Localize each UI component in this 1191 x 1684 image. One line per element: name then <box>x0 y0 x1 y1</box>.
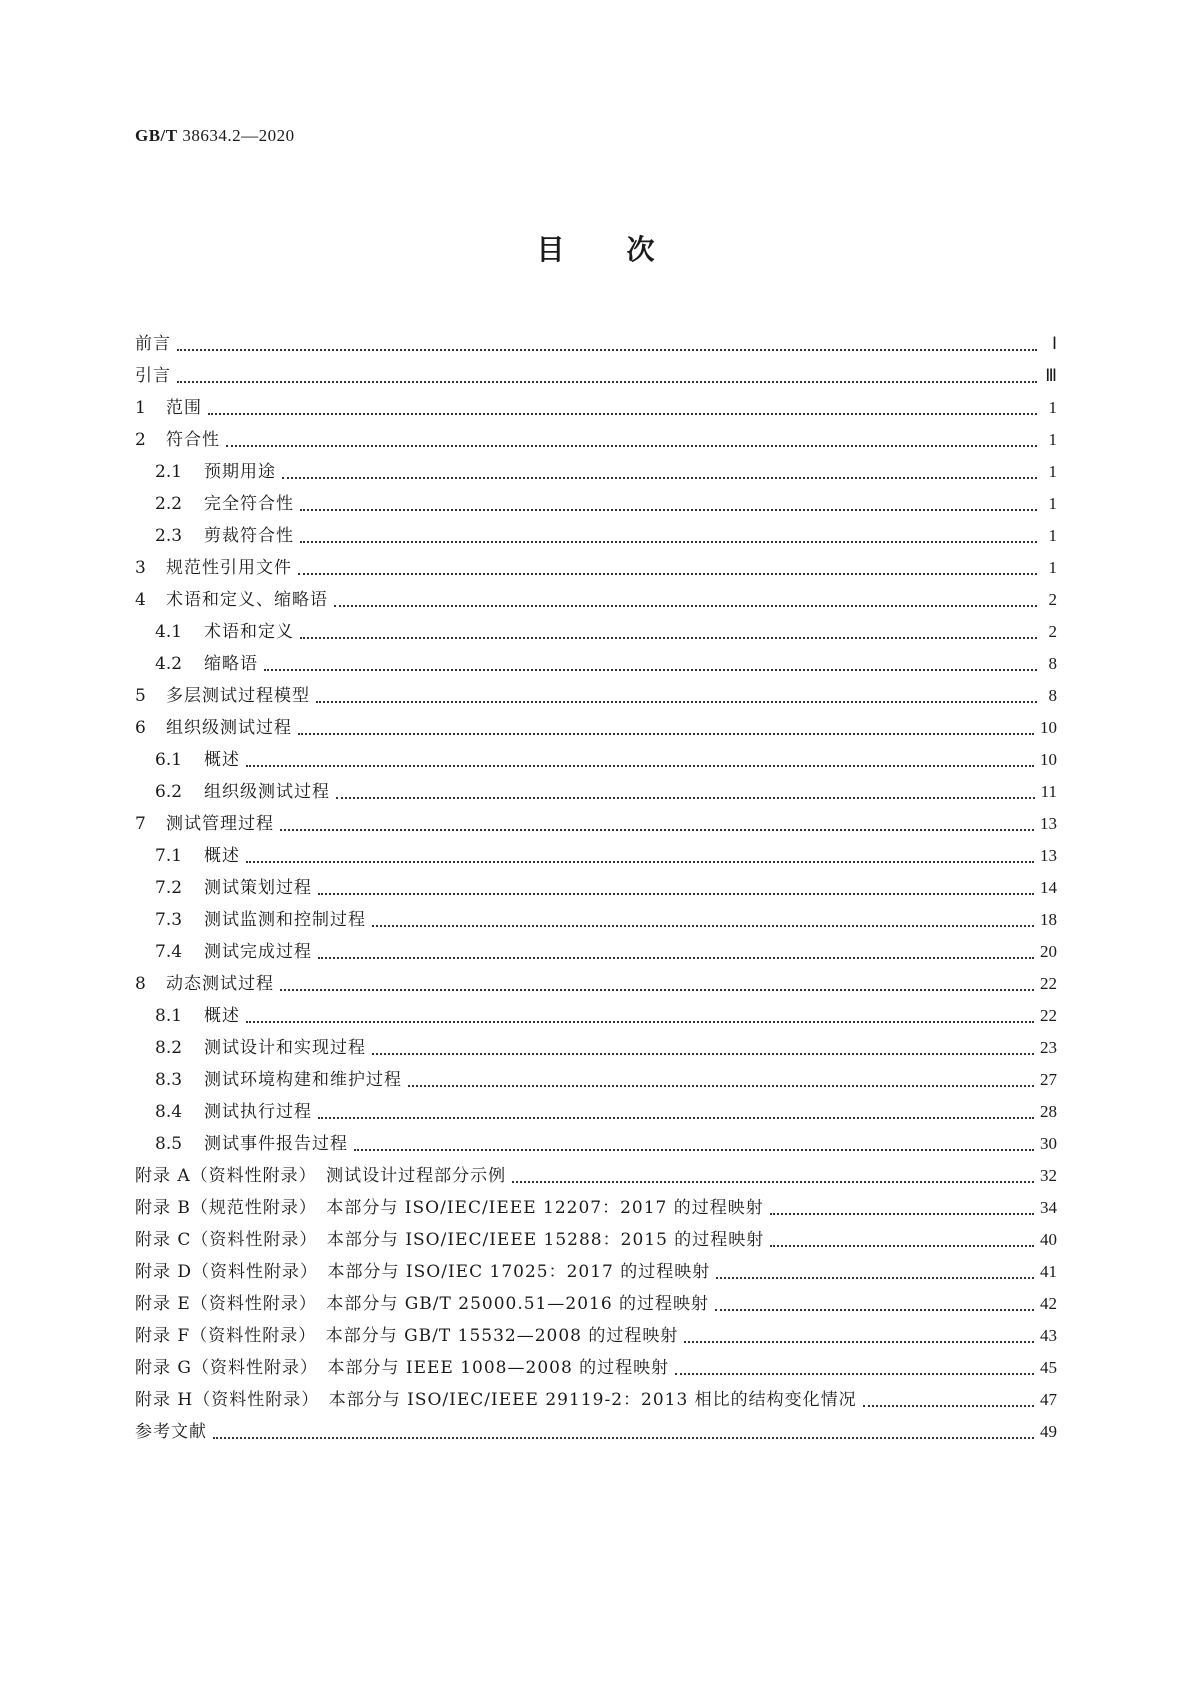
toc-dot-leader <box>770 1201 1034 1215</box>
toc-dot-leader <box>300 497 1037 511</box>
toc-dot-leader <box>177 337 1037 351</box>
toc-entry[interactable] <box>135 328 1057 360</box>
toc-entry[interactable] <box>135 1256 1057 1288</box>
toc-dot-leader <box>675 1361 1034 1375</box>
toc-entry-number: 2.3 <box>155 526 183 546</box>
toc-entry-page: 1 <box>1048 430 1057 449</box>
toc-entry-page: 45 <box>1040 1358 1057 1377</box>
toc-entry-page: 14 <box>1040 878 1057 897</box>
toc-entry[interactable] <box>135 1160 1057 1192</box>
toc-dot-leader <box>716 1265 1034 1279</box>
toc-entry-number: 2.1 <box>155 462 183 482</box>
toc-entry-page: Ⅰ <box>1051 334 1057 353</box>
toc-entry-label: 附录 D（资料性附录） 本部分与 ISO/IEC 17025：2017 的过程映射 <box>135 1262 711 1282</box>
toc-entry-label: 引言 <box>135 366 171 386</box>
toc-entry[interactable] <box>135 456 1057 488</box>
toc-dot-leader <box>318 881 1034 895</box>
toc-dot-leader <box>372 913 1034 927</box>
toc-entry-page: 2 <box>1048 622 1057 641</box>
toc-entry-number: 6.2 <box>155 782 183 802</box>
toc-entry-label: 预期用途 <box>204 462 276 482</box>
toc-entry[interactable] <box>135 1000 1057 1032</box>
toc-entry-page: 32 <box>1040 1166 1057 1185</box>
toc-entry[interactable] <box>135 648 1057 680</box>
toc-entry-number: 8.2 <box>155 1038 183 1058</box>
toc-entry[interactable] <box>135 808 1057 840</box>
toc-entry[interactable] <box>135 712 1057 744</box>
toc-entry-number: 4.2 <box>155 654 183 674</box>
toc-entry[interactable] <box>135 584 1057 616</box>
toc-entry-number: 1 <box>135 398 146 418</box>
toc-entry-label: 附录 E（资料性附录） 本部分与 GB/T 25000.51—2016 的过程映射 <box>135 1294 710 1314</box>
toc-entry-label: 规范性引用文件 <box>166 558 292 578</box>
toc-entry-number: 7 <box>135 814 146 834</box>
toc-entry-label: 测试设计和实现过程 <box>204 1038 366 1058</box>
toc-entry-number: 7.4 <box>155 942 183 962</box>
toc-entry-page: 1 <box>1048 526 1057 545</box>
toc-entry-number: 7.3 <box>155 910 183 930</box>
toc-entry-label: 附录 C（资料性附录） 本部分与 ISO/IEC/IEEE 15288：2015 的过程映射 <box>135 1230 765 1250</box>
toc-entry[interactable] <box>135 840 1057 872</box>
toc-entry-label: 测试环境构建和维护过程 <box>204 1070 402 1090</box>
toc-entry[interactable] <box>135 1384 1057 1416</box>
toc-entry[interactable] <box>135 776 1057 808</box>
toc-entry[interactable] <box>135 872 1057 904</box>
toc-entry-page: 42 <box>1040 1294 1057 1313</box>
toc-entry-number: 5 <box>135 686 146 706</box>
toc-entry[interactable] <box>135 1192 1057 1224</box>
toc-dot-leader <box>264 657 1037 671</box>
toc-entry-label: 概述 <box>204 750 240 770</box>
toc-entry-page: 43 <box>1040 1326 1057 1345</box>
toc-entry[interactable] <box>135 680 1057 712</box>
toc-entry[interactable] <box>135 1352 1057 1384</box>
toc-entry-label: 符合性 <box>166 430 220 450</box>
toc-entry-label: 多层测试过程模型 <box>166 686 310 706</box>
toc-entry-label: 组织级测试过程 <box>204 782 330 802</box>
toc-entry-page: 20 <box>1040 942 1057 961</box>
toc-entry-label: 组织级测试过程 <box>166 718 292 738</box>
toc-entry[interactable] <box>135 1288 1057 1320</box>
toc-dot-leader <box>208 401 1037 415</box>
toc-dot-leader <box>300 625 1037 639</box>
toc-dot-leader <box>715 1297 1034 1311</box>
toc-entry[interactable] <box>135 616 1057 648</box>
toc-entry-page: 23 <box>1040 1038 1057 1057</box>
toc-dot-leader <box>316 689 1037 703</box>
toc-entry-number: 7.1 <box>155 846 183 866</box>
toc-entry-page: 8 <box>1048 686 1057 705</box>
toc-entry[interactable] <box>135 488 1057 520</box>
toc-entry[interactable] <box>135 1128 1057 1160</box>
toc-entry-page: 27 <box>1040 1070 1057 1089</box>
toc-dot-leader <box>863 1393 1034 1407</box>
toc-entry-label: 概述 <box>204 846 240 866</box>
standard-code <box>135 126 295 146</box>
toc-entry-page: 1 <box>1048 462 1057 481</box>
toc-dot-leader <box>282 465 1037 479</box>
toc-entry-label: 测试完成过程 <box>204 942 312 962</box>
toc-entry-page: 13 <box>1040 814 1057 833</box>
toc-entry-page: 2 <box>1048 590 1057 609</box>
toc-entry-page: 49 <box>1040 1422 1057 1441</box>
toc-entry-page: 34 <box>1040 1198 1057 1217</box>
toc-dot-leader <box>246 849 1034 863</box>
toc-dot-leader <box>177 369 1037 383</box>
toc-dot-leader <box>246 1009 1034 1023</box>
toc-entry[interactable] <box>135 968 1057 1000</box>
toc-entry-label: 附录 G（资料性附录） 本部分与 IEEE 1008—2008 的过程映射 <box>135 1358 670 1378</box>
toc-entry[interactable] <box>135 1224 1057 1256</box>
toc-entry-page: 13 <box>1040 846 1057 865</box>
toc-entry-page: 1 <box>1048 494 1057 513</box>
toc-entry[interactable] <box>135 360 1057 392</box>
toc-entry[interactable] <box>135 1096 1057 1128</box>
toc-entry-page: 41 <box>1040 1262 1057 1281</box>
toc-dot-leader <box>298 721 1034 735</box>
toc-entry-number: 6.1 <box>155 750 183 770</box>
toc-entry-label: 附录 B（规范性附录） 本部分与 ISO/IEC/IEEE 12207：2017 的过程映射 <box>135 1198 764 1218</box>
toc-dot-leader <box>298 561 1037 575</box>
toc-entry-number: 8.3 <box>155 1070 183 1090</box>
table-of-contents <box>135 328 1057 1448</box>
toc-entry-page: 22 <box>1040 974 1057 993</box>
toc-entry-page: 8 <box>1048 654 1057 673</box>
toc-dot-leader <box>512 1169 1034 1183</box>
toc-entry[interactable] <box>135 744 1057 776</box>
toc-dot-leader <box>318 1105 1034 1119</box>
toc-entry-number: 8.5 <box>155 1134 183 1154</box>
toc-entry-number: 6 <box>135 718 146 738</box>
toc-entry-number: 2 <box>135 430 146 450</box>
toc-dot-leader <box>408 1073 1034 1087</box>
toc-dot-leader <box>336 785 1035 799</box>
toc-entry-number: 8.4 <box>155 1102 183 1122</box>
toc-entry[interactable] <box>135 1032 1057 1064</box>
toc-entry-page: Ⅲ <box>1045 366 1057 385</box>
toc-entry[interactable] <box>135 1416 1057 1448</box>
toc-dot-leader <box>226 433 1037 447</box>
page-title <box>0 228 1191 268</box>
toc-dot-leader <box>280 977 1034 991</box>
toc-entry-page: 22 <box>1040 1006 1057 1025</box>
title-char-2: 次 <box>626 233 655 266</box>
toc-entry-page: 1 <box>1048 558 1057 577</box>
toc-entry-label: 完全符合性 <box>204 494 294 514</box>
toc-entry-number: 4.1 <box>155 622 183 642</box>
toc-entry-page: 10 <box>1040 718 1057 737</box>
toc-entry-number: 8.1 <box>155 1006 183 1026</box>
toc-entry-label: 附录 H（资料性附录） 本部分与 ISO/IEC/IEEE 29119-2：2013 相比的结构变化情况 <box>135 1390 857 1410</box>
toc-entry-number: 3 <box>135 558 146 578</box>
toc-entry-label: 附录 F（资料性附录） 本部分与 GB/T 15532—2008 的过程映射 <box>135 1326 679 1346</box>
toc-dot-leader <box>280 817 1034 831</box>
toc-entry[interactable] <box>135 904 1057 936</box>
toc-entry[interactable] <box>135 424 1057 456</box>
toc-entry-label: 参考文献 <box>135 1422 207 1442</box>
toc-entry-page: 30 <box>1040 1134 1057 1153</box>
toc-dot-leader <box>300 529 1037 543</box>
toc-entry-label: 术语和定义 <box>204 622 294 642</box>
toc-entry[interactable] <box>135 552 1057 584</box>
toc-entry-label: 前言 <box>135 334 171 354</box>
toc-entry-page: 47 <box>1040 1390 1057 1409</box>
toc-entry[interactable] <box>135 520 1057 552</box>
toc-entry-label: 概述 <box>204 1006 240 1026</box>
toc-entry-label: 动态测试过程 <box>166 974 274 994</box>
toc-entry-label: 缩略语 <box>204 654 258 674</box>
toc-entry[interactable] <box>135 1064 1057 1096</box>
toc-entry-page: 18 <box>1040 910 1057 929</box>
toc-dot-leader <box>318 945 1034 959</box>
toc-dot-leader <box>684 1329 1034 1343</box>
standard-number: 38634.2—2020 <box>182 126 295 145</box>
toc-entry-label: 剪裁符合性 <box>204 526 294 546</box>
toc-entry-page: 1 <box>1048 398 1057 417</box>
toc-dot-leader <box>334 593 1037 607</box>
toc-entry-label: 术语和定义、缩略语 <box>166 590 328 610</box>
toc-entry-label: 测试管理过程 <box>166 814 274 834</box>
toc-entry-number: 4 <box>135 590 146 610</box>
toc-entry-label: 范围 <box>166 398 202 418</box>
toc-entry-label: 附录 A（资料性附录） 测试设计过程部分示例 <box>135 1166 507 1186</box>
title-char-1: 目 <box>536 233 565 266</box>
toc-entry-page: 10 <box>1040 750 1057 769</box>
standard-prefix: GB/T <box>135 126 178 145</box>
toc-dot-leader <box>213 1425 1034 1439</box>
toc-dot-leader <box>770 1233 1034 1247</box>
toc-entry-number: 2.2 <box>155 494 183 514</box>
toc-entry-number: 7.2 <box>155 878 183 898</box>
toc-entry-page: 11 <box>1040 782 1057 801</box>
toc-entry[interactable] <box>135 936 1057 968</box>
toc-entry-number: 8 <box>135 974 146 994</box>
toc-entry[interactable] <box>135 392 1057 424</box>
toc-entry-page: 28 <box>1040 1102 1057 1121</box>
toc-entry-label: 测试事件报告过程 <box>204 1134 348 1154</box>
toc-entry-label: 测试监测和控制过程 <box>204 910 366 930</box>
toc-entry-page: 40 <box>1040 1230 1057 1249</box>
toc-dot-leader <box>372 1041 1034 1055</box>
toc-dot-leader <box>354 1137 1034 1151</box>
toc-entry[interactable] <box>135 1320 1057 1352</box>
toc-entry-label: 测试策划过程 <box>204 878 312 898</box>
toc-dot-leader <box>246 753 1034 767</box>
toc-entry-label: 测试执行过程 <box>204 1102 312 1122</box>
